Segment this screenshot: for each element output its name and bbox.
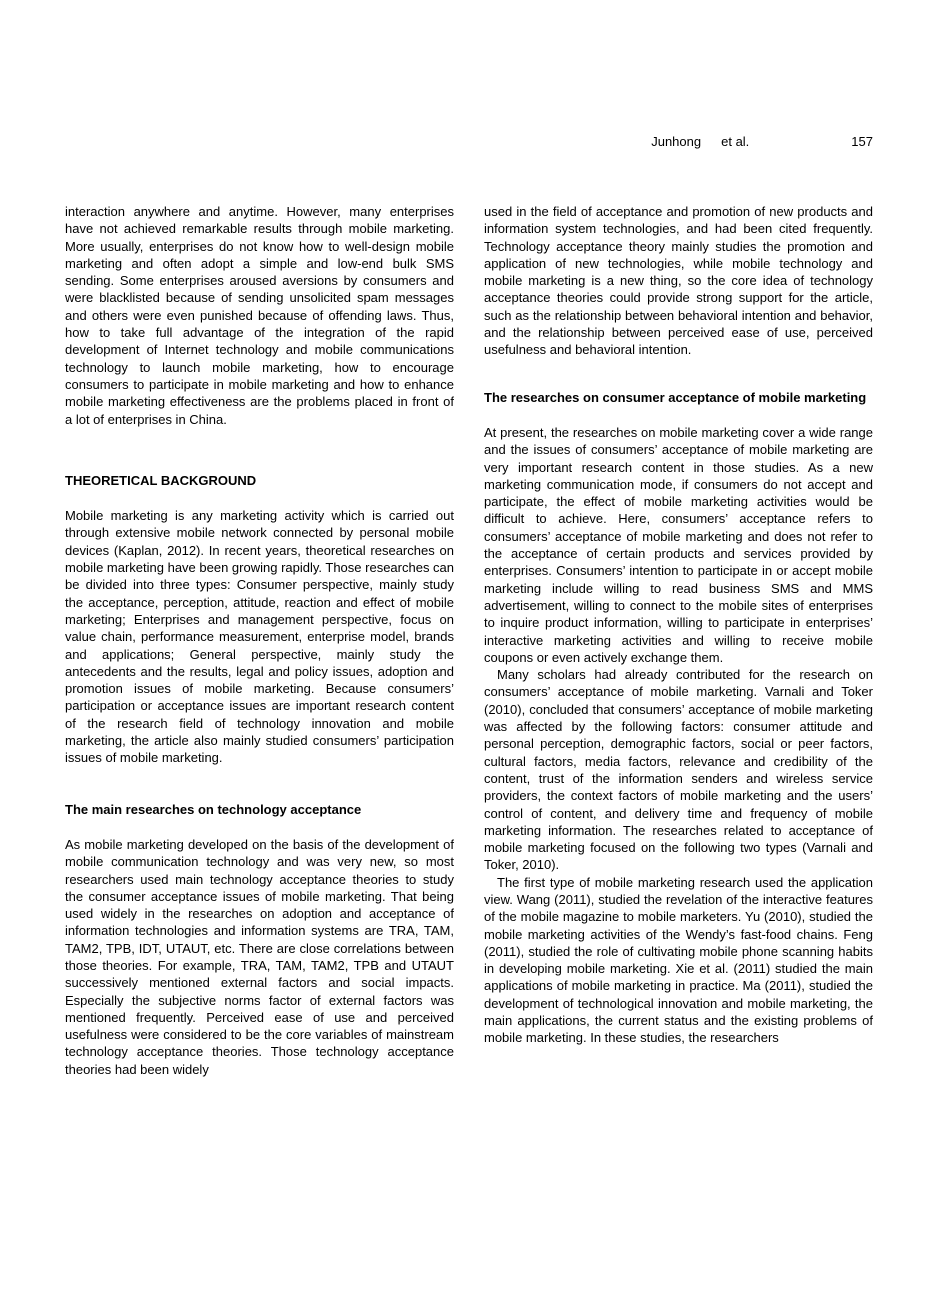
page-number: 157 bbox=[851, 134, 873, 149]
paragraph: used in the field of acceptance and promotion of new products and information system technologies, and had been cited frequently. Technology acceptance theory mainly studies the promotion and application of new technologies, while mobile technology and mobile marketing is a new thing, so the core idea of technology acceptance theories could provide strong support for the article, such as the relationship between behavioral intention and behavior, and the relationship between perceived ease of use, perceived usefulness and behavioral intention. bbox=[484, 204, 873, 358]
subsection-heading-technology-acceptance: The main researches on technology acceptance bbox=[65, 801, 362, 817]
paragraph: The first type of mobile marketing research used the application view. Wang (2011), studied the revelation of the interactive features of the mobile magazine to mobile marketers. Yu (2010), studied the mobile marketing activities of the Wendy’s fast-food chains. Feng (2011), studied the role of cultivating mobile phone scanning habits in developing mobile marketing. Xie et al. (2011) studied the main applications of mobile marketing in practice. Ma (2011), studied the development of technological innovation and mobile marketing, the main applications, the current status and the existing problems of mobile marketing. In these studies, the researchers bbox=[484, 874, 873, 1046]
paragraph: Mobile marketing is any marketing activity which is carried out through extensive mobile network connected by personal mobile devices (Kaplan, 2012). In recent years, theoretical researches on mobile marketing have been growing rapidly. Those researches can be divided into three types: Consumer perspective, mainly study the acceptance, perception, attitude, reaction and effect of mobile marketing; Enterprises and management perspective, focus on value chain, performance measurement, enterprise model, brands and applications; General perspective, mainly study the antecedents and the results, legal and policy issues, adoption and promotion issues of mobile marketing. Because consumers’ participation or acceptance issues are important research content of the research field of technology innovation and mobile marketing, the article also mainly studied consumers’ participation issues of mobile marketing. bbox=[65, 508, 455, 766]
paragraph: At present, the researches on mobile marketing cover a wide range and the issues of consumers’ acceptance of mobile marketing are very important research content in those studies. As a new marketing communication mode, if consumers do not accept and participate, the effect of mobile marketing activities would be difficult to achieve. Here, consumers’ acceptance refers to consumers’ acceptance of mobile marketing and does not refer to the acceptance of certain products and services provided by enterprises. Consumers’ intention to participate in or accept mobile marketing include willing to read business SMS and MMS advertisement, willing to connect to the mobile sites of enterprises to inquire product information, willing to participate in enterprises’ interactive marketing activities and willing to receive mobile coupons or even actively exchange them. bbox=[484, 424, 873, 665]
header-etal: et al. bbox=[721, 134, 750, 149]
two-column-body bbox=[65, 203, 873, 1078]
paragraph: interaction anywhere and anytime. However, many enterprises have not achieved remarkable results through mobile marketing. More usually, enterprises do not know how to well-design mobile marketing and often adopt a simple and low-end bulk SMS sending. Some enterprises aroused aversions by consumers and were blacklisted because of sending unsolicited spam messages and others were even punished because of offending laws. Thus, how to take full advantage of the integration of the rapid development of Internet technology and mobile communications technology to launch mobile marketing, how to encourage consumers to participate in mobile marketing and how to enhance mobile marketing effectiveness are the problems placed in front of a lot of enterprises in China. bbox=[65, 204, 454, 427]
right-column bbox=[484, 203, 873, 1078]
section-heading-theoretical-background: THEORETICAL BACKGROUND bbox=[65, 472, 257, 488]
paragraph: Many scholars had already contributed for the research on consumers’ acceptance of mobile marketing. Varnali and Toker (2010), concluded that consumers’ acceptance of mobile marketing was affected by the following factors: consumer attitude and personal perception, demographic factors, social or peer factors, cultural factors, media factors, relevance and credibility of the content, trust of the information senders and wireless service providers, the context factors of mobile marketing and the users’ control of content, and delivery time and frequency of mobile marketing information. The researches related to acceptance of mobile marketing focused on the following two types (Varnali and Toker, 2010). bbox=[484, 667, 873, 873]
running-header bbox=[65, 134, 873, 149]
left-column bbox=[65, 203, 454, 1078]
paragraph: As mobile marketing developed on the basis of the development of mobile communication technology and was very new, so most researchers used main technology acceptance theories to study the consumer acceptance issues of mobile marketing. That being used widely in the researches on adoption and acceptance of information technologies and information systems are TRA, TAM, TAM2, TPB, IDT, UTAUT, etc. There are close correlations between those theories. For example, TRA, TAM, TAM2, TPB and UTAUT successively mentioned external factors and social impacts. Especially the subjective norms factor of external factors was mentioned frequently. Perceived ease of use and perceived usefulness were considered to be the core variables of mainstream technology acceptance theories. Those technology acceptance theories had been widely bbox=[65, 836, 454, 1077]
header-author-name: Junhong bbox=[651, 134, 702, 149]
subsection-heading-consumer-acceptance: The researches on consumer acceptance of mobile marketing bbox=[484, 389, 867, 405]
